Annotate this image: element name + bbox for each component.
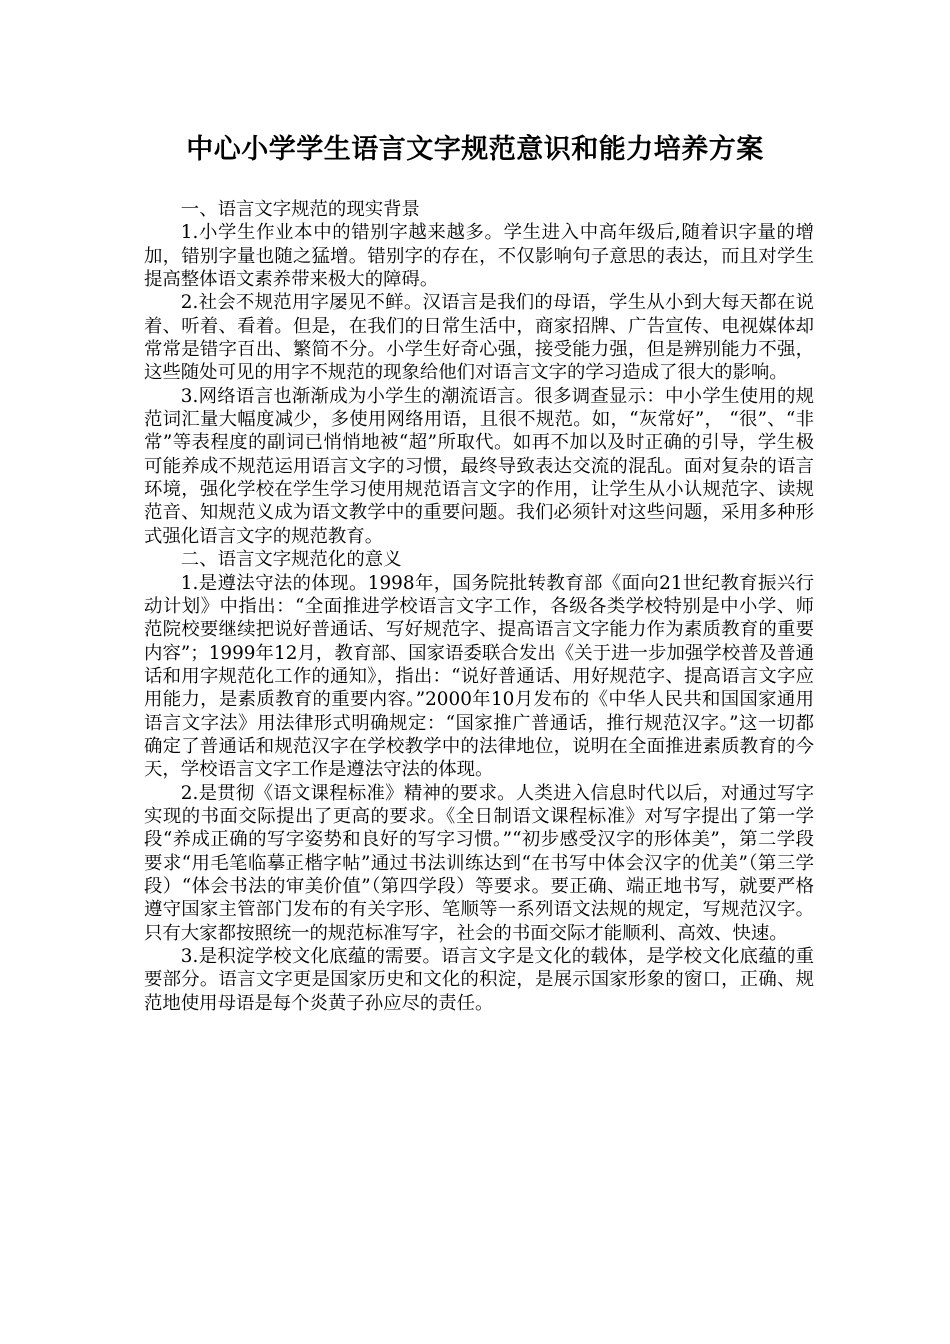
document-body [144,198,814,1015]
paragraph-law-compliance: 1.是遵法守法的体现。1998年，国务院批转教育部《面向21世纪教育振兴行动计划》中指出：“全面推进学校语言文字工作，各级各类学校特别是中小学、师范院校要继续把说好普通话、写好规范字、提高语言文字能力作为素质教育的重要内容”；1999年12月，教育部、国家语委联合发出《关于进一步加强学校普及普通话和用字规范化工作的通知》，指出：“说好普通话、用好规范字、提高语言文字应用能力，是素质教育的重要内容。”2000年10月发布的《中华人民共和国国家通用语言文字法》用法律形式明确规定：“国家推广普通话，推行规范汉字。”这一切都确定了普通话和规范汉字在学校教学中的法律地位，说明在全面推进素质教育的今天，学校语言文字工作是遵法守法的体现。 [144,572,814,781]
section-heading-significance: 二、语言文字规范化的意义 [180,549,402,571]
paragraph-typo-increase: 1.小学生作业本中的错别字越来越多。学生进入中高年级后,随着识字量的增加，错别字量也随之猛增。错别字的存在，不仅影响句子意思的表达，而且对学生提高整体语文素养带来极大的障碍。 [144,222,814,291]
paragraph-internet-language: 3.网络语言也渐渐成为小学生的潮流语言。很多调查显示：中小学生使用的规范词汇量大幅度减少，多使用网络用语，且很不规范。如，“灰常好”， “很”、“非常”等表程度的副词已悄悄地被“超”所取代。如再不加以及时正确的引导，学生极可能养成不规范运用语言文字的习惯，最终导致表达交流的混乱。面对复杂的语言环境，强化学校在学生学习使用规范语言文字的作用，让学生从小认规范字、读规范音、知规范义成为语文教学中的重要问题。我们必须针对这些问题，采用多种形式强化语言文字的规范教育。 [144,385,814,547]
section-heading-background: 一、语言文字规范的现实背景 [180,199,420,220]
paragraph-curriculum-standard: 2.是贯彻《语文课程标准》精神的要求。人类进入信息时代以后，对通过写字实现的书面交际提出了更高的要求。《全日制语文课程标准》对写字提出了第一学段“养成正确的写字姿势和良好的写字习惯。”“初步感受汉字的形体美”，第二学段要求“用毛笔临摹正楷字帖”通过书法训练达到“在书写中体会汉字的优美”（第三学段）“体会书法的审美价值”（第四学段）等要求。要正确、端正地书写，就要严格遵守国家主管部门发布的有关字形、笔顺等一系列语文法规的规定，写规范汉字。只有大家都按照统一的规范标准写字，社会的书面交际才能顺利、高效、快速。 [144,782,814,944]
document-title: 中心小学学生语言文字规范意识和能力培养方案 [186,134,764,165]
paragraph-social-nonstandard: 2.社会不规范用字屡见不鲜。汉语言是我们的母语，学生从小到大每天都在说着、听着、看着。但是，在我们的日常生活中，商家招牌、广告宣传、电视媒体却常常是错字百出、繁简不分。小学生好奇心强，接受能力强，但是辨别能力不强，这些随处可见的用字不规范的现象给他们对语言文字的学习造成了很大的影响。 [144,292,814,384]
paragraph-school-culture: 3.是积淀学校文化底蕴的需要。语言文字是文化的载体，是学校文化底蕴的重要部分。语言文字更是国家历史和文化的积淀，是展示国家形象的窗口，正确、规范地使用母语是每个炎黄子孙应尽的责任。 [144,946,814,1014]
